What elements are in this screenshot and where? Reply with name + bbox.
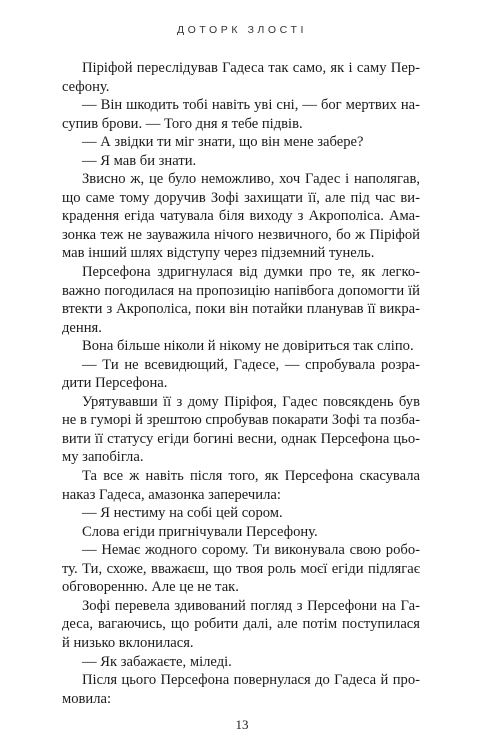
- running-head: ДОТОРК ЗЛОСТІ: [176, 24, 308, 36]
- paragraph: — Немає жодного сорому. Ти виконувала свою роботу. Ти, схоже, вважаєш, що твоя роль моєї егіди підлягає обговоренню. Але це не так.: [62, 542, 420, 596]
- paragraph: — Він шкодить тобі навіть уві сні, — бог мертвих насупив брови. — Того дня я тебе підвів.: [62, 97, 420, 132]
- paragraph: — Я мав би знати.: [82, 152, 197, 169]
- paragraph: Звисно ж, це було неможливо, хоч Гадес і наполягав, що саме тому доручив Зофі захищати її, але під час викрадення егіда чатувала біля виходу з Акрополіса. Амазонка теж не зауважила нічого незвичного, бо ж Піріфой мав інший шлях відступу через підземний тунель.: [62, 171, 420, 262]
- paragraph: Піріфой переслідував Гадеса так само, як і саму Персефону.: [62, 60, 420, 95]
- paragraph: Зофі перевела здивований погляд з Персефони на Гадеса, вагаючись, що робити далі, але потім поступилася й низько вклонилася.: [62, 597, 420, 651]
- paragraph: Урятувавши її з дому Піріфоя, Гадес повсякдень був не в гуморі й зрештою спробував покарати Зофі та позбавити її статусу егіди богині весни, однак Персефона цьому запобігла.: [62, 393, 420, 466]
- page-number: 13: [235, 717, 249, 732]
- text-block: [62, 59, 420, 708]
- paragraph: Вона більше ніколи й нікому не довіриться так сліпо.: [82, 338, 414, 355]
- paragraph: — Як забажаєте, міледі.: [82, 653, 232, 670]
- paragraph: — Ти не всевидющий, Гадесе, — спробувала розрадити Персефона.: [62, 356, 420, 392]
- paragraph: — А звідки ти міг знати, що він мене забере?: [82, 134, 364, 151]
- paragraph: Слова егіди пригнічували Персефону.: [82, 523, 318, 540]
- paragraph: Персефона здригнулася від думки про те, як легковажно погодилася на пропозицію напівбога допомогти їй втекти з Акрополіса, поки він потайки планував її викрадення.: [62, 264, 420, 336]
- paragraph: Після цього Персефона повернулася до Гадеса й промовила:: [62, 672, 420, 707]
- paragraph: — Я нестиму на собі цей сором.: [82, 505, 283, 522]
- paragraph: Та все ж навіть після того, як Персефона скасувала наказ Гадеса, амазонка заперечила:: [62, 468, 420, 503]
